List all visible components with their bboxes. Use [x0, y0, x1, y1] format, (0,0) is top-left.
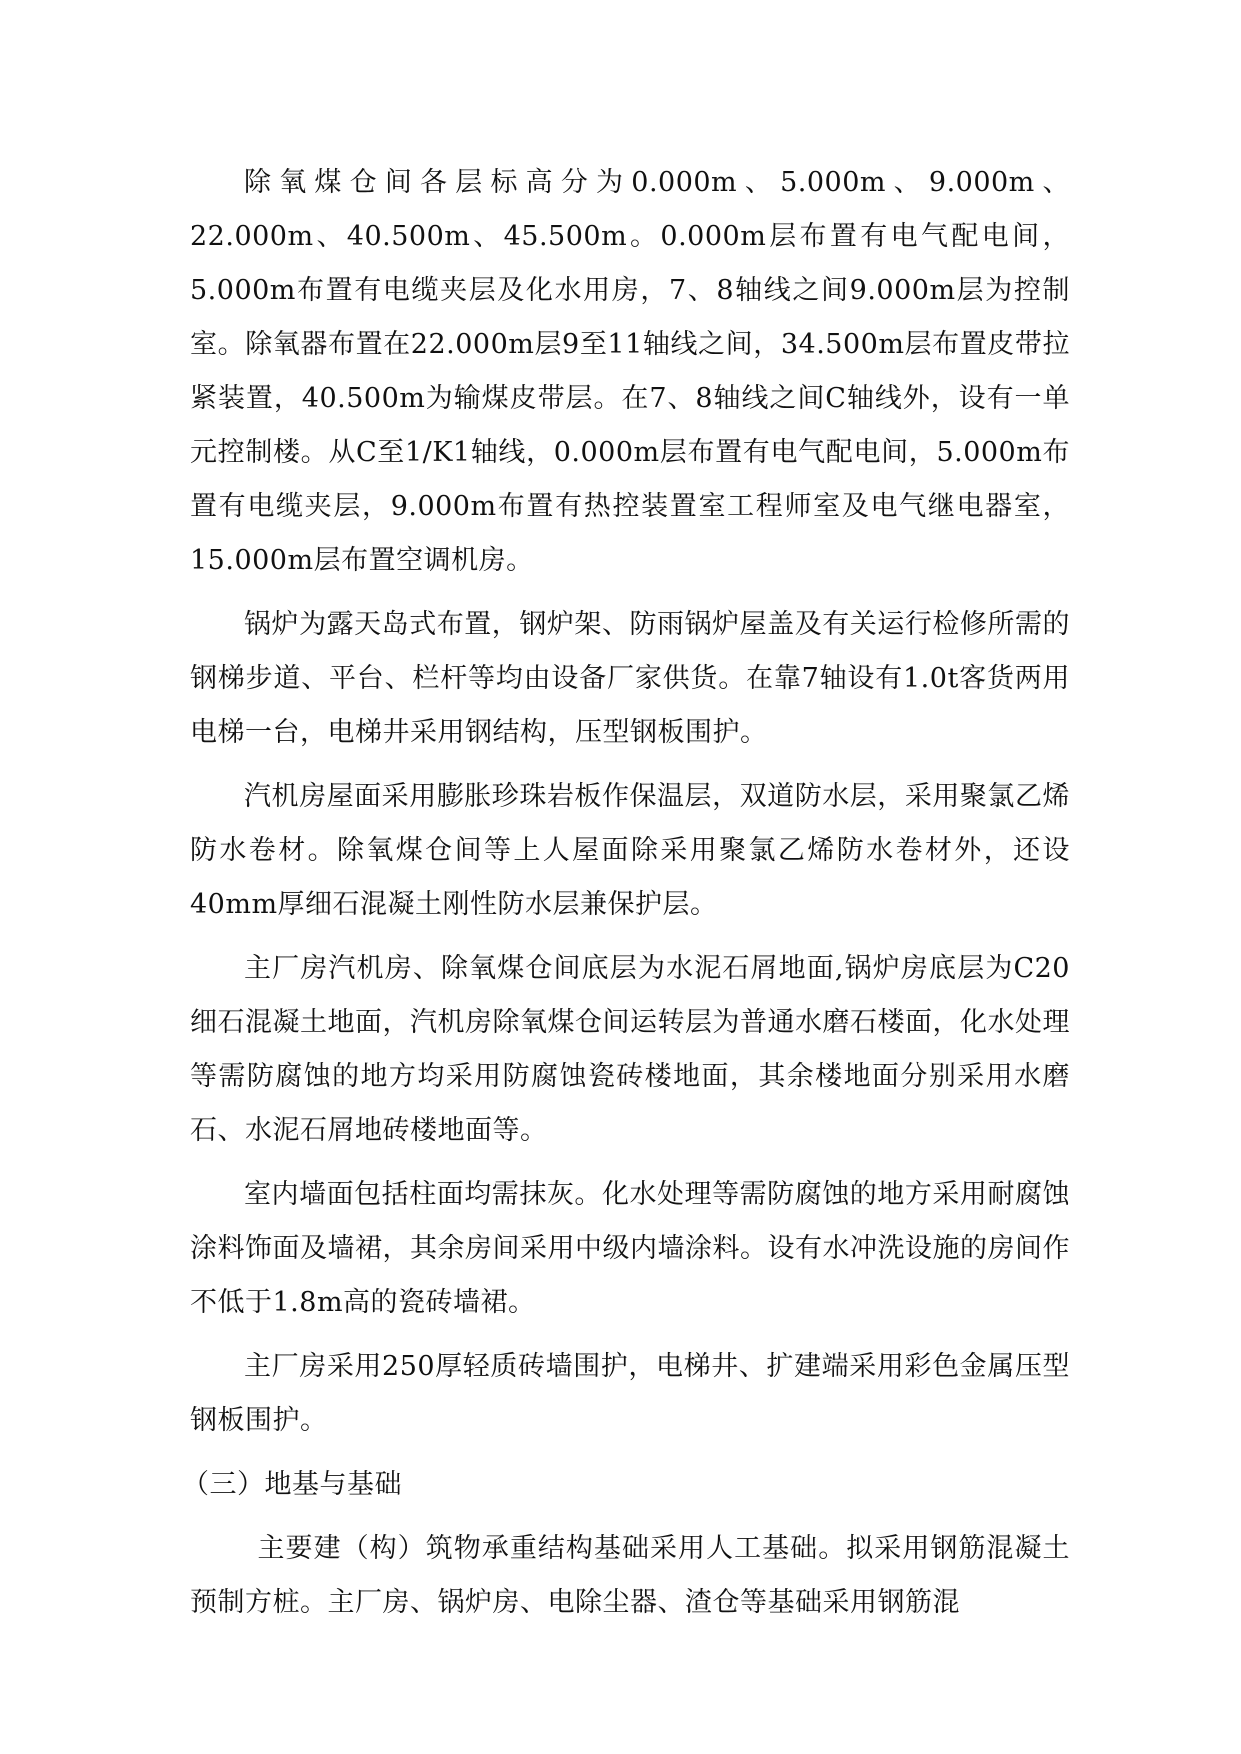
- paragraph-deaerator-bunker-bay: 除氧煤仓间各层标高分为0.000m、5.000m、9.000m、22.000m、40.500m、45.500m。0.000m层布置有电气配电间，5.000m布置有电缆夹层及化水用房，7、8轴线之间9.000m层为控制室。除氧器布置在22.000m层9至11轴线之间，34.500m层布置皮带拉紧装置，40.500m为输煤皮带层。在7、8轴线之间C轴线外，设有一单元控制楼。从C至1/K1轴线，0.000m层布置有电气配电间，5.000m布置有电缆夹层，9.000m布置有热控装置室工程师室及电气继电器室，15.000m层布置空调机房。: [190, 167, 1070, 576]
- paragraph-foundation: 主要建（构）筑物承重结构基础采用人工基础。拟采用钢筋混凝土预制方桩。主厂房、锅炉房、电除尘器、渣仓等基础采用钢筋混: [190, 1533, 1070, 1618]
- paragraph-turbine-roof: 汽机房屋面采用膨胀珍珠岩板作保温层，双道防水层，采用聚氯乙烯防水卷材。除氧煤仓间等上人屋面除采用聚氯乙烯防水卷材外，还设40mm厚细石混凝土刚性防水层兼保护层。: [190, 781, 1070, 920]
- paragraph-wall-finishes: 室内墙面包括柱面均需抹灰。化水处理等需防腐蚀的地方采用耐腐蚀涂料饰面及墙裙，其余房间采用中级内墙涂料。设有水冲洗设施的房间作不低于1.8m高的瓷砖墙裙。: [190, 1179, 1070, 1318]
- section-heading-foundation: （三）地基与基础: [182, 1469, 402, 1500]
- paragraph-boiler-layout: 锅炉为露天岛式布置，钢炉架、防雨锅炉屋盖及有关运行检修所需的钢梯步道、平台、栏杆等均由设备厂家供货。在靠7轴设有1.0t客货两用电梯一台，电梯井采用钢结构，压型钢板围护。: [190, 609, 1070, 748]
- document-body: [182, 156, 1070, 1640]
- paragraph-floor-finishes: 主厂房汽机房、除氧煤仓间底层为水泥石屑地面,锅炉房底层为C20细石混凝土地面，汽机房除氧煤仓间运转层为普通水磨石楼面，化水处理等需防腐蚀的地方均采用防腐蚀瓷砖楼地面，其余楼地面分别采用水磨石、水泥石屑地砖楼地面等。: [190, 953, 1070, 1146]
- paragraph-main-building-enclosure: 主厂房采用250厚轻质砖墙围护，电梯井、扩建端采用彩色金属压型钢板围护。: [190, 1351, 1070, 1436]
